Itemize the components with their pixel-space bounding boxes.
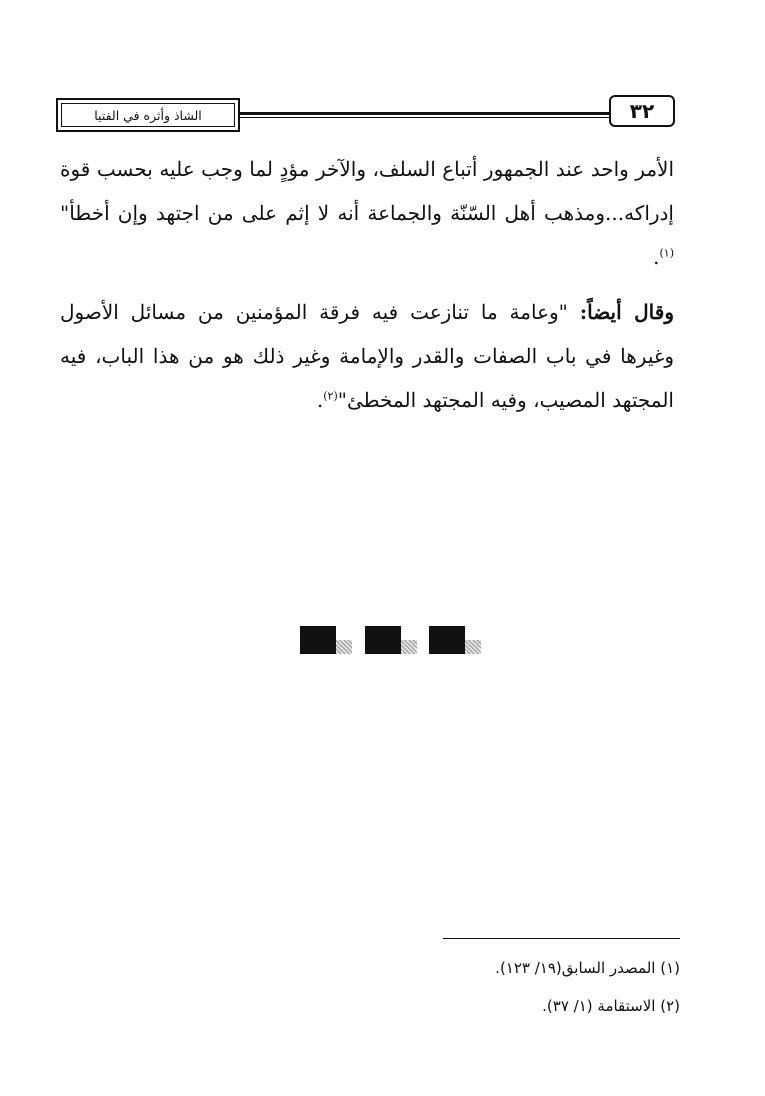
paragraph-1	[60, 147, 674, 279]
header-rule	[238, 112, 610, 118]
footnote-rule	[443, 938, 680, 939]
footnote-ref-1: (١)	[659, 246, 674, 260]
divider-block	[365, 626, 401, 654]
running-title-frame	[56, 98, 240, 132]
running-title	[61, 103, 235, 127]
paragraph-2-lead: وقال أيضاً:	[579, 300, 674, 324]
divider-block-shadow	[401, 640, 417, 654]
paragraph-2-end: .	[316, 388, 324, 412]
paragraph-2-text: "وعامة ما تنازعت فيه فرقة المؤمنين من مسائل الأصول وغيرها في باب الصفات والقدر والإمامة وغير ذلك هو من هذا الباب، فيه المجتهد المصيب، وفيه المجتهد المخطئ"	[60, 300, 674, 412]
paragraph-1-text: الأمر واحد عند الجمهور أتباع السلف، والآخر مؤدٍ لما وجب عليه بحسب قوة إدراكه...ومذهب أهل السّنّة والجماعة أنه لا إثم على من اجتهد وإن أخطأ"	[60, 157, 674, 225]
page-number	[609, 95, 675, 127]
footnote-ref-2: (٢)	[323, 389, 338, 403]
divider-block	[429, 626, 465, 654]
footnote-2: (٢) الاستقامة (١/ ٣٧).	[542, 997, 680, 1015]
paragraph-2	[60, 290, 674, 422]
section-divider-ornament	[300, 626, 490, 656]
divider-block	[300, 626, 336, 654]
running-title-text: الشاذ وأثره في الفتيا	[94, 107, 202, 123]
page-number-text: ٣٢	[629, 99, 655, 123]
divider-block-shadow	[336, 640, 352, 654]
paragraph-1-end: .	[653, 245, 660, 269]
divider-block-shadow	[465, 640, 481, 654]
footnote-1: (١) المصدر السابق(١٩/ ١٢٣).	[495, 959, 680, 977]
